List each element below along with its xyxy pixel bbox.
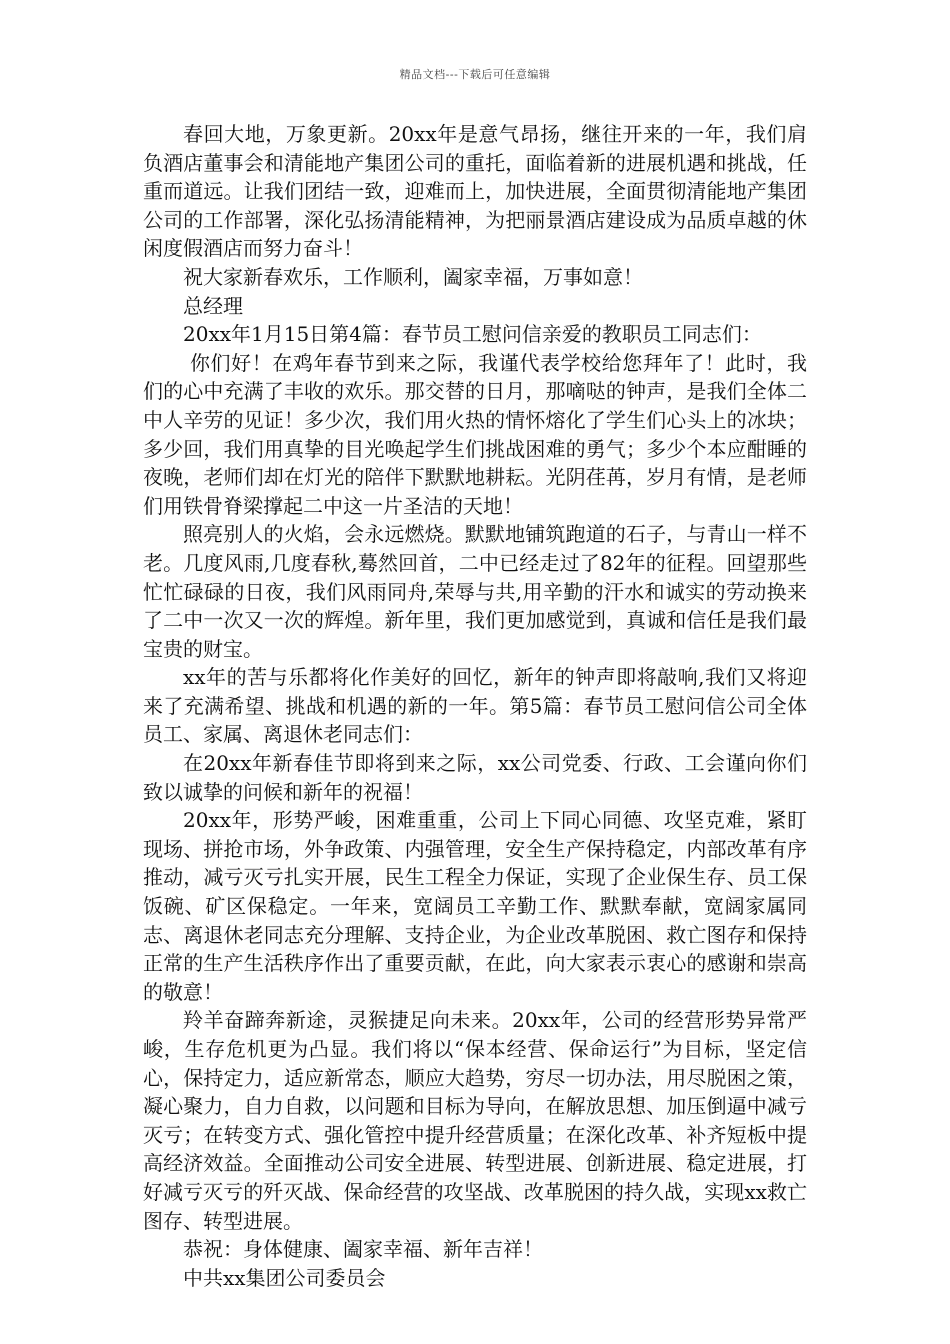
signature-title: 总经理 [183, 293, 243, 318]
paragraph: 恭祝：身体健康、阖家幸福、新年吉祥！ [183, 1237, 543, 1262]
page-header: 精品文档---下载后可任意编辑 [399, 68, 551, 81]
paragraph: 春回大地，万象更新。20xx年是意气昂扬，继往开来的一年，我们肩负酒店董事会和清能地产集团公司的重托，面临着新的进展机遇和挑战，任重而道远。让我们团结一致，迎难而上，加快进展，全面贯彻清能地产集团公司的工作部署，深化弘扬清能精神，为把丽景酒店建设成为品质卓越的休闲度假酒店而努力奋斗！ [143, 122, 807, 261]
paragraph: 祝大家新春欢乐，工作顺利，阖家幸福，万事如意！ [183, 264, 643, 289]
paragraph: 20xx年1月15日第4篇：春节员工慰问信亲爱的教职员工同志们： [183, 322, 762, 347]
paragraph: 20xx年，形势严峻，困难重重，公司上下同心同德、攻坚克难，紧盯现场、拼抢市场，外争政策、内强管理，安全生产保持稳定，内部改革有序推动，减亏灭亏扎实开展，民生工程全力保证，实现了企业保生存、员工保饭碗、矿区保稳定。一年来，宽阔员工辛勤工作、默默奉献，宽阔家属同志、离退休老同志充分理解、支持企业，为企业改革脱困、救亡图存和保持正常的生产生活秩序作出了重要贡献，在此，向大家表示衷心的感谢和崇高的敬意！ [143, 808, 807, 1004]
signature-org: 中共xx集团公司委员会 [183, 1265, 386, 1290]
paragraph: 照亮别人的火焰，会永远燃烧。默默地铺筑跑道的石子，与青山一样不老。几度风雨,几度春秋,蓦然回首，二中已经走过了82年的征程。回望那些忙忙碌碌的日夜，我们风雨同舟,荣辱与共,用辛勤的汗水和诚实的劳动换来了二中一次又一次的辉煌。新年里，我们更加感觉到，真诚和信任是我们最宝贵的财宝。 [143, 522, 807, 661]
paragraph: 你们好！在鸡年春节到来之际，我谨代表学校给您拜年了！此时，我们的心中充满了丰收的欢乐。那交替的日月，那嘀哒的钟声，是我们全体二中人辛劳的见证！多少次，我们用火热的情怀熔化了学生们心头上的冰块；多少回，我们用真挚的目光唤起学生们挑战困难的勇气；多少个本应酣睡的夜晚，老师们却在灯光的陪伴下默默地耕耘。光阴荏苒，岁月有情，是老师们用铁骨脊梁撑起二中这一片圣洁的天地！ [143, 350, 808, 518]
document-body [143, 120, 807, 1292]
paragraph: xx年的苦与乐都将化作美好的回忆，新年的钟声即将敲响,我们又将迎来了充满希望、挑战和机遇的新的一年。第5篇：春节员工慰问信公司全体员工、家属、离退休老同志们： [143, 665, 807, 747]
paragraph: 羚羊奋蹄奔新途，灵猴捷足向未来。20xx年，公司的经营形势异常严峻，生存危机更为凸显。我们将以“保本经营、保命运行”为目标，坚定信心，保持定力，适应新常态，顺应大趋势，穷尽一切办法，用尽脱困之策，凝心聚力，自力自救，以问题和目标为导向，在解放思想、加压倒逼中减亏灭亏；在转变方式、强化管控中提升经营质量；在深化改革、补齐短板中提高经济效益。全面推动公司安全进展、转型进展、创新进展、稳定进展，打好减亏灭亏的歼灭战、保命经营的攻坚战、改革脱困的持久战，实现xx救亡图存、转型进展。 [143, 1008, 807, 1233]
paragraph: 在20xx年新春佳节即将到来之际，xx公司党委、行政、工会谨向你们致以诚挚的问候和新年的祝福！ [143, 751, 807, 804]
